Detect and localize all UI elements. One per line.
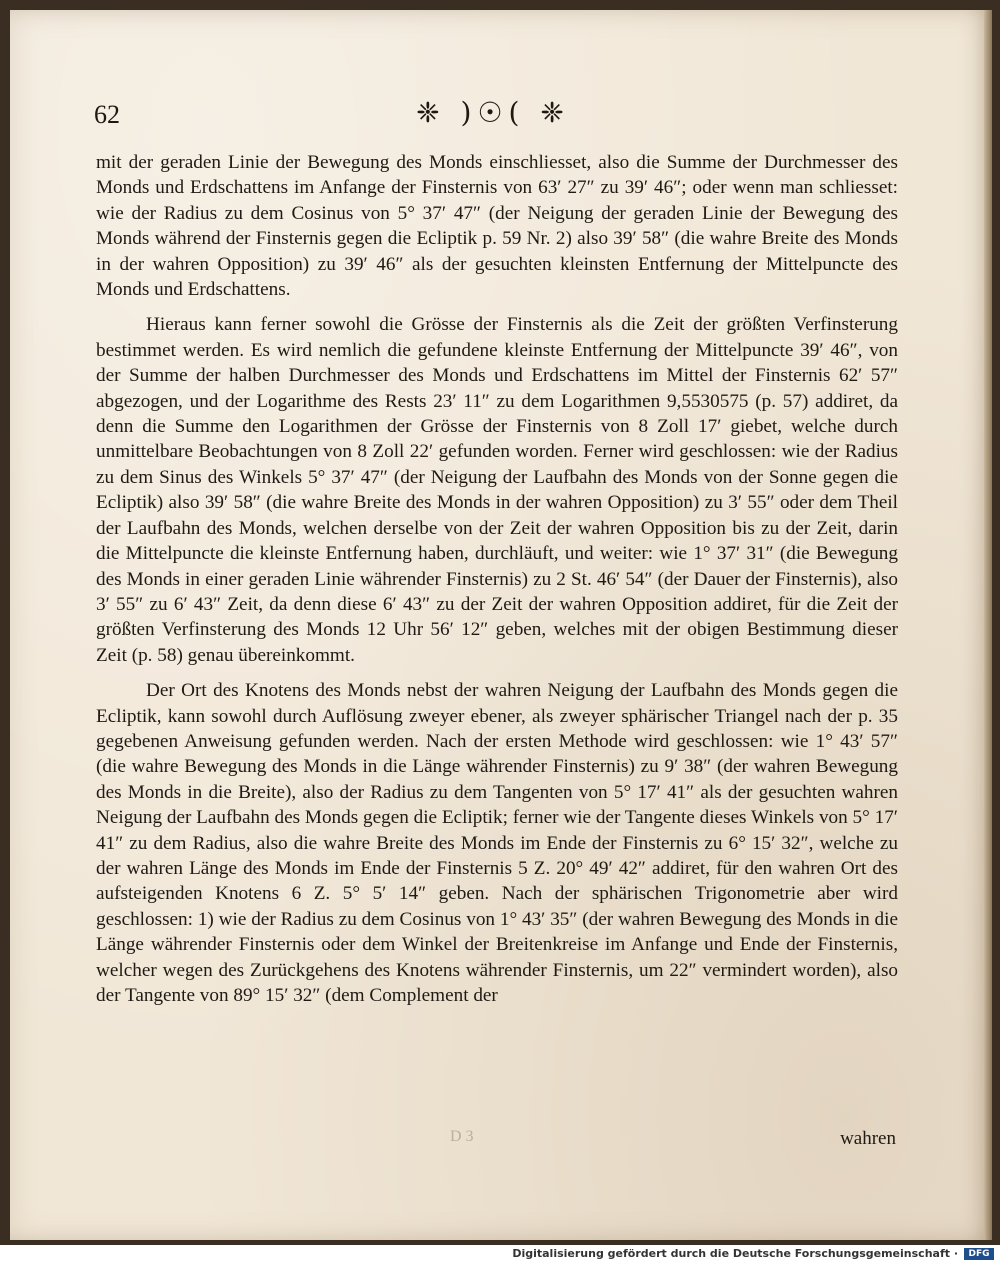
footer-bar <box>0 1245 1000 1264</box>
page-number: 62 <box>94 100 120 129</box>
digitization-credit: Digitalisierung gefördert durch die Deutsche Forschungsgemeinschaft · <box>512 1247 958 1260</box>
header-ornament: ❈ )☉( ❈ <box>416 96 570 129</box>
page-edge <box>984 10 992 1240</box>
paragraph-3: Der Ort des Knotens des Monds nebst der wahren Neigung der Laufbahn des Monds gegen die Ecliptik, kann sowohl durch Auflösung zweyer ebener, als zweyer sphärischer Triangel nach der p. 35 gegebenen Anweisung gefunden werden. Nach der ersten Methode wird geschlossen: wie 1° 43′ 57″ (die wahre Bewegung des Monds in die Länge währender Finsternis) zu 9′ 38″ (der wahren Bewegung des Monds in die Breite), also der Radius zu dem Tangenten von 5° 17′ 41″ als der gesuchten wahren Neigung der Laufbahn des Monds gegen die Ecliptik; ferner wie der Tangente dieses Winkels von 5° 17′ 41″ zu dem Radius, also die wahre Breite des Monds im Ende der Finsternis zu 6° 15′ 32″, welche zu der wahren Länge des Monds im Ende der Finsternis 5 Z. 20° 49′ 42″ addiret, für den wahren Ort des aufsteigenden Knotens 6 Z. 5° 5′ 14″ geben. Nach der sphärischen Trigonometrie aber wird geschlossen: 1) wie der Radius zu dem Cosinus von 1° 43′ 35″ (der wahren Bewegung des Monds in die Länge währender Finsternis oder dem Winkel der Breitenkreise im Anfange und Ende der Finsternis, welcher wegen des Zurückgehens des Knotens währender Finsternis, um 22″ vermindert worden), also der Tangente von 89° 15′ 32″ (dem Complement der <box>96 680 898 1006</box>
paragraph-2: Hieraus kann ferner sowohl die Grösse der Finsternis als die Zeit der größten Verfinsterung bestimmet werden. Es wird nemlich die gefundene kleinste Entfernung der Mittelpuncte 39′ 46″, von der Summe der halben Durchmesser des Monds und Erdschattens im Mittel der Finsternis 62′ 57″ abgezogen, und der Logarithme des Rests 23′ 11″ zu dem Logarithmen 9,5530575 (p. 57) addiret, da denn die Summe den Logarithmen der Grösse der Finsternis von 8 Zoll 17′ giebet, welche durch unmittelbare Beobachtungen von 8 Zoll 22′ gefunden worden. Ferner wird geschlossen: wie der Radius zu dem Sinus des Winkels 5° 37′ 47″ (der Neigung der Laufbahn des Monds von der Sonne gegen die Ecliptik) also 39′ 58″ (die wahre Breite des Monds in der wahren Opposition) zu 3′ 55″ oder dem Theil der Laufbahn des Monds, welchen derselbe von der Zeit der wahren Opposition bis zu der Zeit, darin die Mittelpuncte die kleinste Entfernung haben, durchläuft, und weiter: wie 1° 37′ 31″ (die Bewegung des Monds in einer geraden Linie währender Finsternis) zu 2 St. 46′ 54″ (der Dauer der Finsternis), also 3′ 55″ zu 6′ 43″ Zeit, da denn diese 6′ 43″ zu der Zeit der wahren Opposition addiret, für die Zeit der größten Verfinsterung des Monds 12 Uhr 56′ 12″ geben, welches mit der obigen Bestimmung dieser Zeit (p. 58) genau übereinkommt. <box>96 314 898 666</box>
body-text <box>96 150 898 1008</box>
catchword: wahren <box>840 1128 896 1149</box>
dfg-logo: DFG <box>964 1248 994 1260</box>
bleed-through-text: D 3 <box>450 1128 474 1145</box>
page-header <box>88 92 898 142</box>
paragraph-1: mit der geraden Linie der Bewegung des Monds einschliesset, also die Summe der Durchmesser des Monds und Erdschattens im Anfange der Finsternis von 63′ 27″ zu 39′ 46″; oder wenn man schliesset: wie der Radius zu dem Cosinus von 5° 37′ 47″ (der Neigung der geraden Linie der Bewegung des Monds während der Finsternis gegen die Ecliptik p. 59 Nr. 2) also 39′ 58″ (die wahre Breite des Monds in der wahren Opposition) zu 39′ 46″ als der gesuchten kleinsten Entfernung der Mittelpuncte des Monds und Erdschattens. <box>96 152 898 301</box>
